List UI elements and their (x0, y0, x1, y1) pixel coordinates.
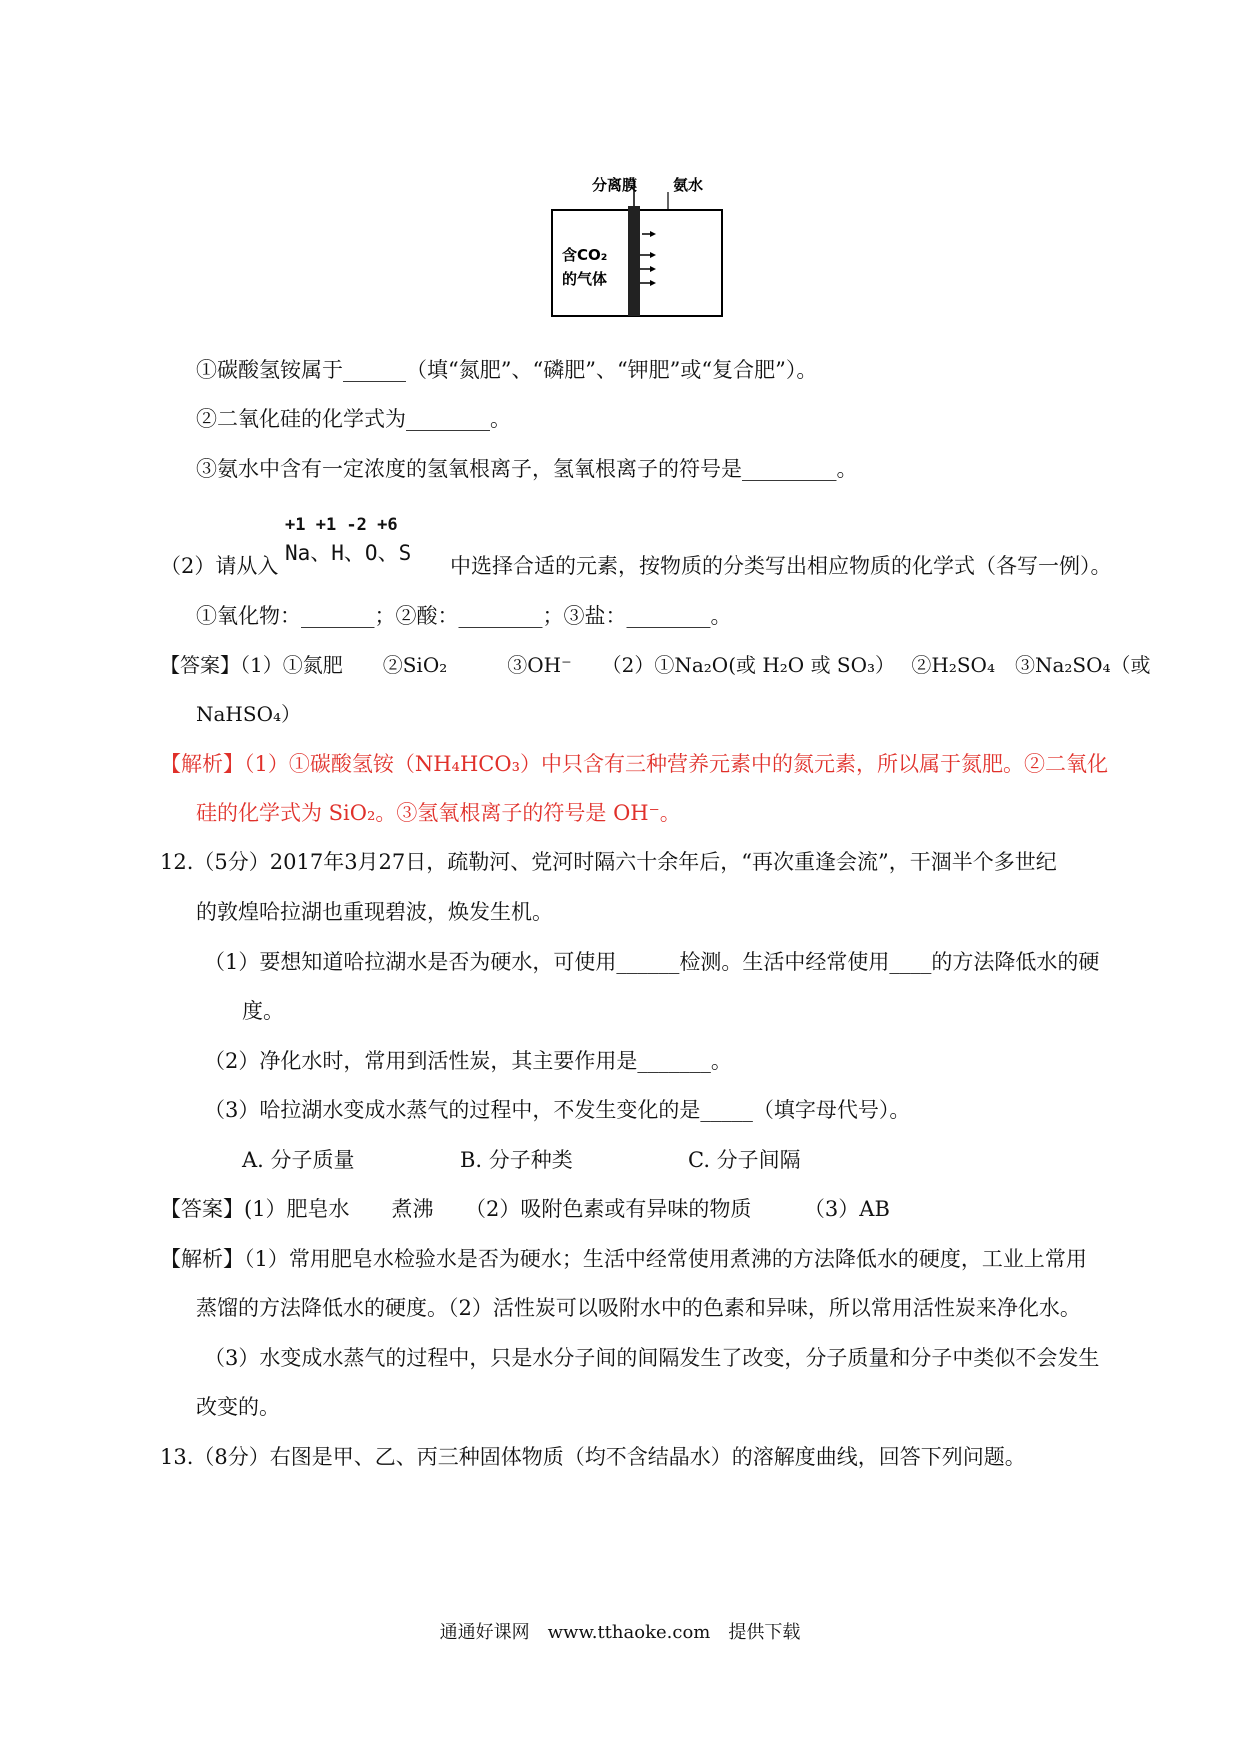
q12-analysis-line4: 改变的。 (196, 1395, 280, 1419)
q11-sub1: ①碳酸氢铵属于______（填“氮肥”、“磷肥”、“钾肥”或“复合肥”）。 (196, 358, 818, 382)
q12-option-c: C. 分子间隔 (688, 1148, 801, 1172)
q12-sub1-line2: 度。 (242, 999, 284, 1023)
page-footer: 通通好课网 www.tthaoke.com 提供下载 (439, 1622, 801, 1643)
q12-answer: 【答案】(1）肥皂水 煮沸 （2）吸附色素或有异味的物质 （3）AB (160, 1197, 890, 1221)
q12-sub3: （3）哈拉湖水变成水蒸气的过程中，不发生变化的是_____（填字母代号）。 (204, 1098, 911, 1122)
q12-sub2: （2）净化水时，常用到活性炭，其主要作用是_______。 (204, 1049, 732, 1073)
q13-stem: 13.（8分）右图是甲、乙、丙三种固体物质（均不含结晶水）的溶解度曲线，回答下列问题。 (160, 1445, 1026, 1469)
q12-stem-line2: 的敦煌哈拉湖也重现碧波，焕发生机。 (196, 900, 553, 924)
q11-part2-suffix: 中选择合适的元素，按物质的分类写出相应物质的化学式（各写一例）。 (450, 554, 1112, 578)
q11-part2-prefix: （2）请从入 (160, 554, 279, 578)
q11-analysis-line2: 硅的化学式为 SiO₂。③氢氧根离子的符号是 OH⁻。 (196, 801, 681, 825)
q12-analysis-line3: （3）水变成水蒸气的过程中，只是水分子间的间隔发生了改变，分子质量和分子中类似不会发生 (204, 1346, 1100, 1370)
q12-analysis-line1: 【解析】（1）常用肥皂水检验水是否为硬水；生活中经常使用煮沸的方法降低水的硬度，工业上常用 (160, 1247, 1087, 1271)
q12-option-a: A. 分子质量 (242, 1148, 355, 1172)
element-list: Na、H、O、S (285, 541, 412, 565)
q12-analysis-line2: 蒸馏的方法降低水的硬度。（2）活性炭可以吸附水中的色素和异味，所以常用活性炭来净化水。 (196, 1296, 1081, 1320)
separation-membrane-figure (550, 170, 730, 320)
ammonia-label: 氨水 (673, 176, 704, 194)
q11-answer-line2: NaHSO₄） (196, 702, 301, 726)
gas-label-line1: 含CO₂ (562, 246, 608, 264)
q11-part2-blanks: ①氧化物：_______；②酸：________；③盐：________。 (196, 604, 732, 628)
q12-sub1-line1: （1）要想知道哈拉湖水是否为硬水，可使用______检测。生活中经常使用____的方法降低水的硬 (204, 950, 1100, 974)
q11-analysis-line1: 【解析】（1）①碳酸氢铵（NH₄HCO₃）中只含有三种营养元素中的氮元素，所以属于氮肥。②二氧化 (160, 752, 1108, 776)
q11-sub3: ③氨水中含有一定浓度的氢氧根离子，氢氧根离子的符号是_________。 (196, 457, 858, 481)
q11-answer-line1: 【答案】（1）①氮肥 ②SiO₂ ③OH⁻ （2）①Na₂O(或 H₂O 或 SO₃） ②H₂SO₄ ③Na₂SO₄（或 (160, 653, 1151, 677)
q11-sub2: ②二氧化硅的化学式为________。 (196, 407, 511, 431)
gas-label-line2: 的气体 (562, 270, 608, 288)
q12-option-b: B. 分子种类 (460, 1148, 573, 1172)
membrane-label: 分离膜 (592, 176, 638, 194)
valence-numbers: +1 +1 -2 +6 (285, 515, 398, 535)
q12-stem-line1: 12.（5分）2017年3月27日，疏勒河、党河时隔六十余年后，“再次重逢会流”，干涸半个多世纪 (160, 850, 1057, 874)
